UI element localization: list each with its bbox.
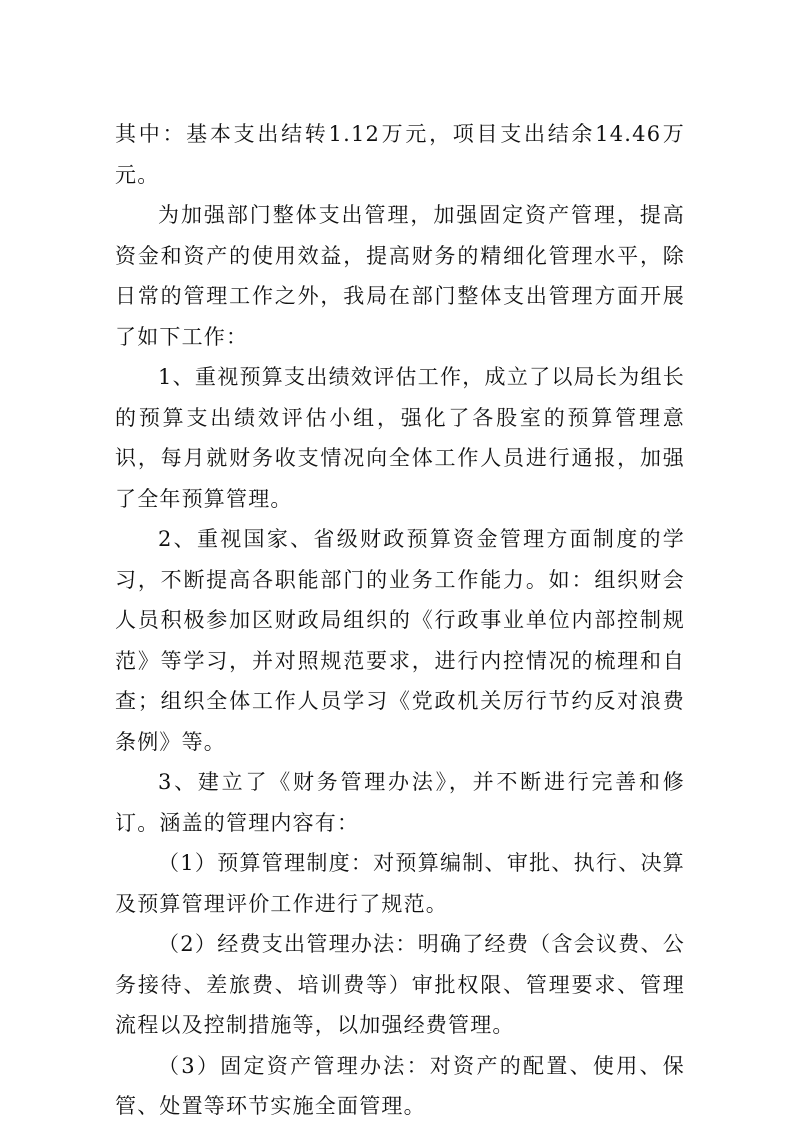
paragraph-intro: 为加强部门整体支出管理，加强固定资产管理，提高资金和资产的使用效益，提高财务的精细化管理水平，除日常的管理工作之外，我局在部门整体支出管理方面开展了如下工作： xyxy=(115,203,685,349)
paragraph-item-1: 1、重视预算支出绩效评估工作，成立了以局长为组长的预算支出绩效评估小组，强化了各股室的预算管理意识，每月就财务收支情况向全体工作人员进行通报，加强了全年预算管理。 xyxy=(115,365,685,511)
paragraph-subitem-1: （1）预算管理制度：对预算编制、审批、执行、决算及预算管理评价工作进行了规范。 xyxy=(115,851,685,916)
paragraph-item-3: 3、建立了《财务管理办法》，并不断进行完善和修订。涵盖的管理内容有： xyxy=(115,770,685,835)
document-body xyxy=(115,114,685,1127)
paragraph-subitem-3: （3）固定资产管理办法：对资产的配置、使用、保管、处置等环节实施全面管理。 xyxy=(115,1053,685,1118)
paragraph-subitem-2: （2）经费支出管理办法：明确了经费（含会议费、公务接待、差旅费、培训费等）审批权限、管理要求、管理流程以及控制措施等，以加强经费管理。 xyxy=(115,932,685,1037)
paragraph-balance-summary: 其中：基本支出结转1.12万元，项目支出结余14.46万元。 xyxy=(115,122,685,187)
paragraph-item-2: 2、重视国家、省级财政预算资金管理方面制度的学习，不断提高各职能部门的业务工作能力。如：组织财会人员积极参加区财政局组织的《行政事业单位内部控制规范》等学习，并对照规范要求，进行内控情况的梳理和自查；组织全体工作人员学习《党政机关厉行节约反对浪费条例》等。 xyxy=(115,527,685,754)
